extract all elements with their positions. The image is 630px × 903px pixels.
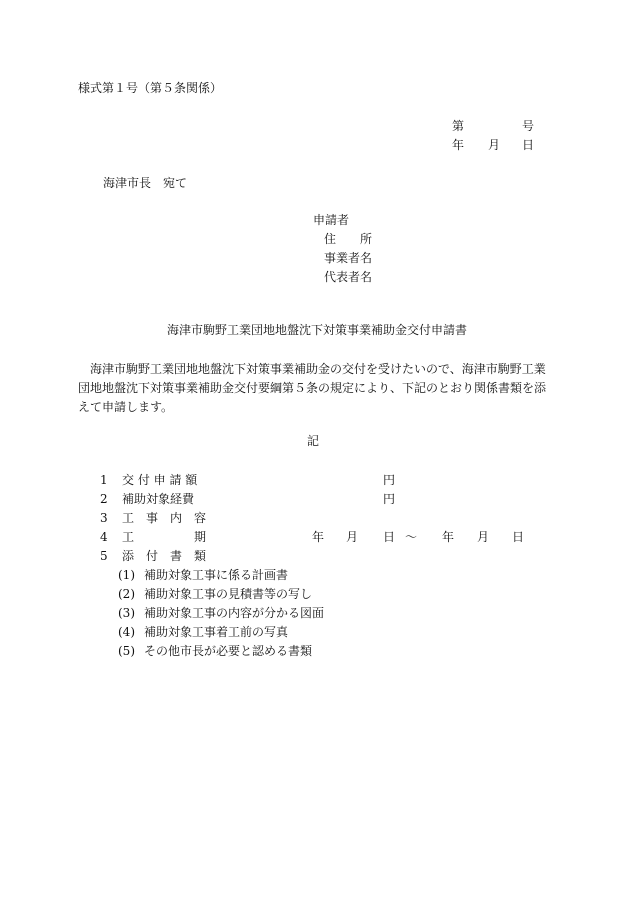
item-number: 4	[100, 530, 108, 544]
item-label: 添 付 書 類	[122, 549, 207, 563]
attachment-item	[118, 605, 324, 621]
period-end-year: 年	[442, 530, 455, 544]
attachment-number: (1)	[118, 568, 135, 582]
item-number: 5	[100, 549, 108, 563]
applicant-business-name: 事業者名	[324, 251, 373, 265]
period-start-day: 日	[383, 530, 396, 544]
period-wave-dash: ～	[405, 530, 418, 544]
attachment-number: (5)	[118, 644, 135, 658]
item-label: 交 付 申 請 額	[122, 473, 198, 487]
date-month: 月	[488, 138, 501, 152]
attachment-number: (3)	[118, 606, 135, 620]
date-day: 日	[522, 138, 535, 152]
item-number: 3	[100, 511, 108, 525]
item-work-period	[100, 529, 206, 545]
item-number: 2	[100, 492, 108, 506]
ki-heading: 記	[307, 434, 320, 448]
attachment-number: (2)	[118, 587, 135, 601]
cost-unit: 円	[383, 492, 396, 506]
item-application-amount	[100, 472, 197, 488]
item-number: 1	[100, 473, 108, 487]
addressee: 海津市長 宛て	[103, 176, 188, 190]
period-end-month: 月	[477, 530, 490, 544]
body-paragraph: 海津市駒野工業団地地盤沈下対策事業補助金の交付を受けたいので、海津市駒野工業団地地盤沈下対策事業補助金交付要綱第５条の規定により、下記のとおり関係書類を添えて申請します。	[78, 362, 547, 414]
attachment-text: 補助対象工事の内容が分かる図面	[144, 606, 325, 620]
attachment-text: その他市長が必要と認める書類	[144, 644, 313, 658]
document-title: 海津市駒野工業団地地盤沈下対策事業補助金交付申請書	[167, 323, 468, 337]
attachment-text: 補助対象工事の見積書等の写し	[144, 587, 313, 601]
number-dai: 第	[452, 119, 465, 133]
item-label: 補助対象経費	[122, 492, 195, 506]
amount-unit: 円	[383, 473, 396, 487]
period-start-year: 年	[312, 530, 325, 544]
item-eligible-cost	[100, 491, 194, 507]
item-label: 工 期	[122, 530, 207, 544]
period-end-day: 日	[512, 530, 525, 544]
item-attachments	[100, 548, 206, 564]
item-work-content	[100, 510, 206, 526]
attachment-text: 補助対象工事着工前の写真	[144, 625, 289, 639]
item-label: 工 事 内 容	[122, 511, 207, 525]
attachment-text: 補助対象工事に係る計画書	[144, 568, 289, 582]
applicant-heading: 申請者	[313, 213, 350, 227]
attachment-item	[118, 643, 312, 659]
form-label: 様式第１号（第５条関係）	[78, 81, 223, 95]
attachment-item	[118, 586, 312, 602]
attachment-item	[118, 624, 288, 640]
attachment-item	[118, 567, 288, 583]
date-year: 年	[452, 138, 465, 152]
number-go: 号	[522, 119, 535, 133]
attachment-number: (4)	[118, 625, 135, 639]
applicant-address: 住 所	[324, 232, 373, 246]
applicant-representative: 代表者名	[324, 270, 373, 284]
period-start-month: 月	[346, 530, 359, 544]
